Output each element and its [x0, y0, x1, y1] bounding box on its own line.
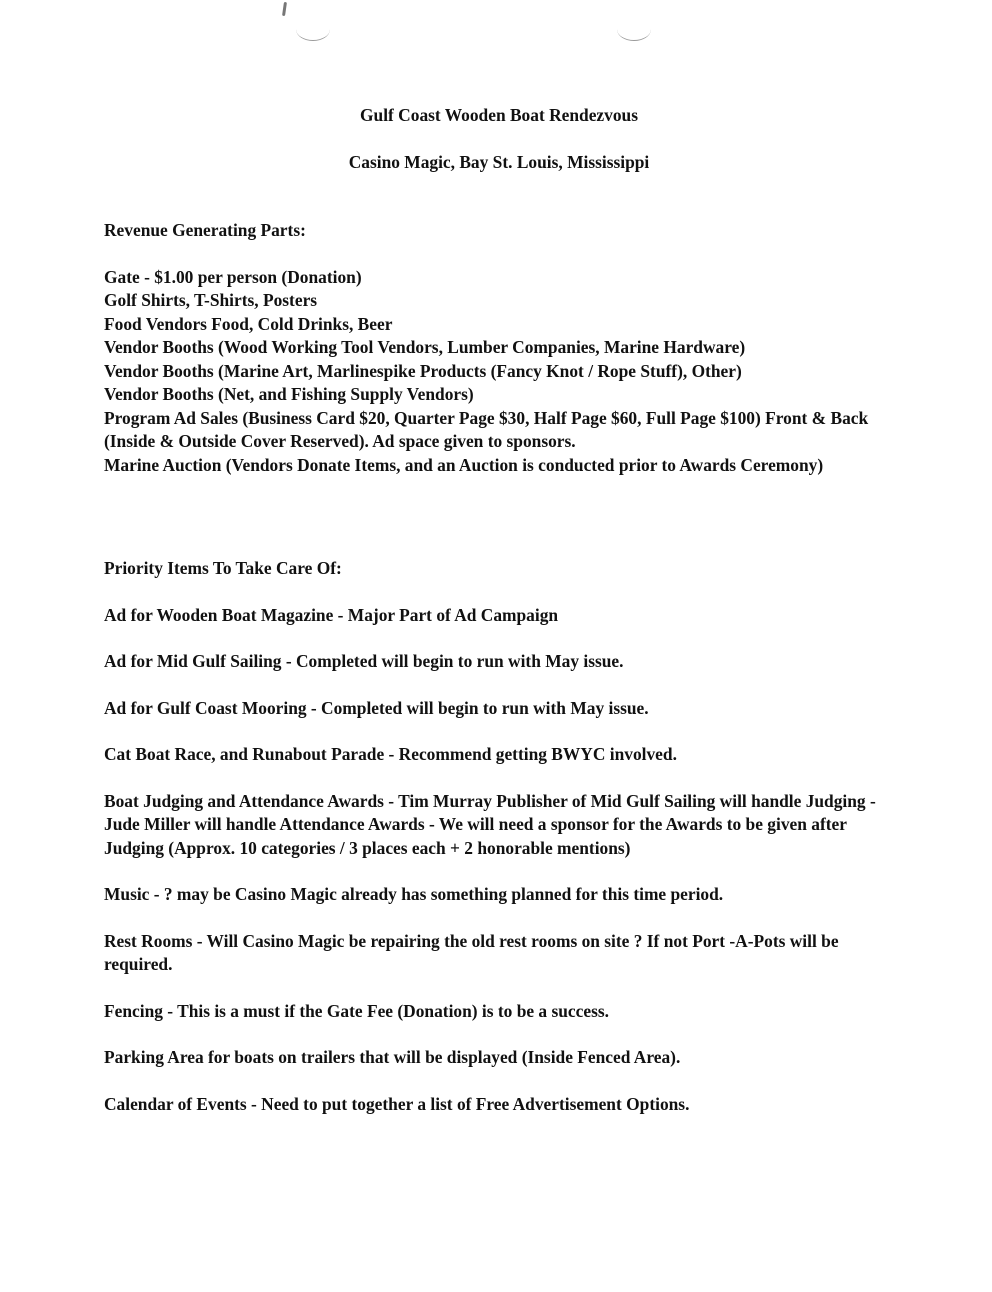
- priority-item: Ad for Gulf Coast Mooring - Completed will begin to run with May issue.: [104, 697, 649, 718]
- priority-list: [104, 604, 894, 1117]
- punch-hole-left: [296, 18, 330, 41]
- revenue-item: Vendor Booths (Wood Working Tool Vendors, Lumber Companies, Marine Hardware): [104, 337, 746, 357]
- revenue-item: Vendor Booths (Marine Art, Marlinespike Products (Fancy Knot / Rope Stuff), Other): [104, 360, 742, 381]
- revenue-list: [104, 266, 894, 478]
- revenue-item: Gate - $1.00 per person (Donation): [104, 266, 362, 287]
- punch-hole-right: [617, 18, 651, 41]
- revenue-item: Marine Auction (Vendors Donate Items, and an Auction is conducted prior to Awards Ceremony): [104, 454, 824, 475]
- document-body: [104, 104, 894, 1116]
- priority-item: Cat Boat Race, and Runabout Parade - Recommend getting BWYC involved.: [104, 744, 677, 764]
- document-title: Gulf Coast Wooden Boat Rendezvous: [360, 105, 638, 125]
- priority-item: Calendar of Events - Need to put together a list of Free Advertisement Options.: [104, 1093, 690, 1114]
- priority-item: Rest Rooms - Will Casino Magic be repairing the old rest rooms on site ? If not Port -A-Pots will be required.: [104, 930, 839, 974]
- priority-item: Fencing - This is a must if the Gate Fee (Donation) is to be a success.: [104, 1000, 609, 1021]
- priority-item: Parking Area for boats on trailers that will be displayed (Inside Fenced Area).: [104, 1047, 681, 1067]
- revenue-item: Food Vendors Food, Cold Drinks, Beer: [104, 313, 393, 334]
- priority-heading: Priority Items To Take Care Of:: [104, 558, 342, 578]
- priority-item: Boat Judging and Attendance Awards - Tim Murray Publisher of Mid Gulf Sailing will handle Judging - Jude Miller will handle Attendance Awards - We will need a sponsor for the Awards to be given after Judging (Approx. 10 categories / 3 places each + 2 honorable mentions): [104, 790, 876, 858]
- priority-item: Ad for Mid Gulf Sailing - Completed will begin to run with May issue.: [104, 651, 624, 671]
- revenue-heading: Revenue Generating Parts:: [104, 220, 306, 240]
- revenue-item: Golf Shirts, T-Shirts, Posters: [104, 290, 318, 310]
- pen-mark: [282, 2, 287, 16]
- revenue-item: Vendor Booths (Net, and Fishing Supply Vendors): [104, 384, 474, 404]
- priority-item: Music - ? may be Casino Magic already has something planned for this time period.: [104, 884, 724, 904]
- document-subtitle: Casino Magic, Bay St. Louis, Mississippi: [348, 151, 650, 172]
- priority-item: Ad for Wooden Boat Magazine - Major Part of Ad Campaign: [104, 604, 559, 625]
- revenue-item: Program Ad Sales (Business Card $20, Quarter Page $30, Half Page $60, Full Page $100) Front & Back (Inside & Outside Cover Reserved). Ad space given to sponsors.: [104, 407, 869, 451]
